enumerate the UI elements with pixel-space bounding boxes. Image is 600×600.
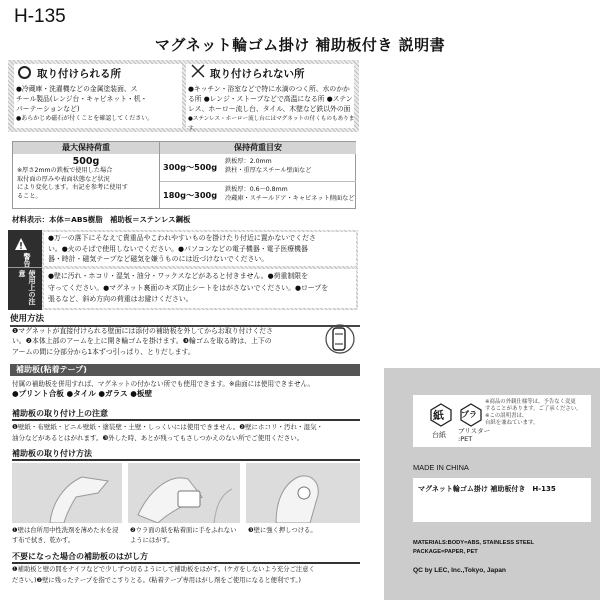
usage-line: ❶マグネットが直接付けられる壁面には添付の補助板を外してからお取り付けくださ: [12, 327, 274, 335]
attach-ok-line: パーテーションなど): [16, 105, 80, 113]
made-in-label: MADE IN CHINA: [413, 463, 469, 472]
step1-photo: [12, 463, 122, 523]
aux-surface-list: ●プリント合板 ●タイル ●ガラス ●板壁: [12, 389, 153, 398]
ng-cross-icon: [190, 63, 206, 79]
load-row2-value: 180g～300g: [163, 190, 218, 200]
max-load-note-line: ること。: [17, 192, 42, 200]
aux-bar: 補助板(粘着テープ): [10, 364, 360, 376]
load-row1-line: 鉄板厚：2.0mm: [225, 158, 272, 165]
aux-intro: [12, 379, 362, 399]
warning-label: 警告: [23, 253, 31, 267]
page-title: マグネット輪ゴム掛け 補助板付き 説明書: [154, 36, 446, 54]
attach-ng-text: [188, 84, 360, 134]
caution-text: [48, 271, 358, 306]
side-notes: [485, 399, 595, 427]
load-guide-header: 保持荷重目安: [160, 142, 356, 154]
step3-photo: [246, 463, 360, 523]
max-load-note-line: 取付面の厚みや表面状態など状況: [17, 175, 110, 183]
attach-ng-title: 取り付けられない所: [210, 68, 305, 80]
paper-recycle-glyph: 紙: [433, 409, 444, 422]
material-line: 材料表示：本体＝ABS樹脂 補助板＝ステンレス鋼板: [12, 215, 191, 224]
attach-ng-line: ●キッチン・浴室などで特に水滴のつく所、水のかか: [188, 85, 350, 93]
hook-product-icon: [318, 322, 358, 358]
materials-line: PACKAGE=PAPER, PET: [413, 549, 478, 555]
ok-circle-icon: [18, 66, 31, 79]
aux-caution-line: 油分などがあるとはがれます。❸外した時、あとが残ってもさしつかえのない所でご使用ください。: [12, 433, 304, 442]
aux-remove-line: ❶補助板と壁の間をナイフなどで少しずつ切るようにして補助板をはがす。(ケガをしないよう充分ご注意く: [12, 566, 315, 573]
aux-caution-title: 補助板の取り付け上の注意: [12, 408, 360, 421]
caution-label: 使用上の注意: [18, 270, 36, 305]
plastic-recycle-label: [458, 427, 490, 443]
aux-howto-title: 補助板の取り付け方法: [12, 448, 360, 461]
load-row1-line: 鉄柱・重厚なスチール壁面など: [225, 167, 312, 174]
aux-intro-line: 付属の補助板を併用すれば、マグネットの付かない所でも使用できます。※曲面には使用できません。: [12, 380, 315, 388]
materials-line: MATERIALS:BODY=ABS, STAINLESS STEEL: [413, 540, 534, 546]
max-load-value: 500g: [72, 156, 100, 167]
company-label: QC by LEC, Inc.,Tokyo, Japan: [413, 567, 506, 574]
paper-recycle-label: 台紙: [432, 431, 446, 439]
plastic-recycle-label-line: ブリスター: [458, 427, 491, 435]
side-note-line: することがあります。ご了承ください。: [485, 406, 582, 412]
caution-line: 守ってください。●マグネット裏面のキズ防止シートをはがさないでください。●ロープを: [48, 283, 329, 292]
usage-text: [12, 326, 314, 357]
side-note-line: ※商品の外観仕様等は、予告なく変更: [485, 399, 576, 405]
side-note-line: ※この説明書は、: [485, 413, 528, 419]
attach-ok-line: ●あらかじめ磁石が付くことを確認してください。: [16, 115, 154, 122]
load-row-divider: [160, 181, 356, 182]
load-row2-line: 冷蔵庫・スチールドア・キャビネット側面など: [225, 195, 355, 202]
aux-caution-text: [12, 422, 362, 443]
attach-ng-line: る所 ●レンジ・ストーブなどで高温になる所 ●ステン: [188, 95, 353, 103]
plastic-recycle-glyph: プラ: [461, 410, 477, 419]
caution-line: 張るなど、斜め方向の荷重はお避けください。: [48, 295, 193, 303]
step1-text: ❶壁は台所用中性洗剤を薄めた水を浸す布で拭き、乾かす。: [12, 527, 119, 544]
aux-remove-title: 不要になった場合の補助板のはがし方: [12, 551, 360, 564]
warning-line: い。●火のそばで使用しないでください。●パソコンなどの電子機器・電子医療機器: [48, 244, 308, 253]
attach-ok-title: 取り付けられる所: [37, 68, 121, 80]
load-table: [12, 141, 356, 209]
max-load-note-line: により変化します。右記を参考に使用す: [17, 184, 128, 191]
load-row2-line: 鉄板厚：0.6～0.8mm: [225, 186, 288, 193]
aux-caution-line: ❶壁紙・布壁紙・ビニル壁紙・塗装壁・土壁・しっくいには使用できません。❷壁にホコリ・汚れ・湿気・: [12, 423, 324, 431]
attach-ok-text: [16, 84, 184, 124]
materials-text: [413, 539, 593, 557]
product-name-label: マグネット輪ゴム掛け 補助板付き H-135: [418, 485, 556, 493]
usage-line: アームの間に分部分から1本ずつ引っぱり、とりだします。: [12, 347, 195, 356]
usage-title: 使用方法: [10, 312, 360, 327]
attach-ok-line: チール製品(レンジ台・キャビネット・机・: [16, 95, 148, 103]
attach-ok-line: ●冷蔵庫・洗濯機などの金属塗装面、ス: [16, 85, 138, 93]
usage-line: い。❷本体上部のアームを上に開き輪ゴムを掛けます。❸輪ゴムを取る時は、上下の: [12, 337, 272, 346]
side-note-line: 台紙を兼ねています。: [485, 420, 539, 426]
aux-remove-line: ださい。)❷壁に残ったテープを指でこすりとる。(粘着テープ専用はがし剤をご使用になると便利です。): [12, 576, 301, 584]
load-row1-value: 300g～500g: [163, 162, 218, 172]
caution-line: ●壁に汚れ・ホコリ・湿気・油分・ワックスなどがあると付きません。●荷重制限を: [48, 272, 309, 280]
load-max-header: 最大保持荷重: [13, 142, 159, 154]
max-load-note-line: ※厚さ2mmの鉄板で使用した場合: [17, 167, 113, 174]
warning-text: [48, 233, 358, 265]
warning-line: 器・時計・磁気テープなど磁気を嫌うものには近づけないでください。: [48, 255, 269, 264]
step3-text: ❸壁に強く押しつける。: [248, 527, 317, 534]
plastic-recycle-label-line: :PET: [458, 435, 473, 443]
product-code: H-135: [14, 6, 66, 27]
step2-photo: [128, 463, 240, 523]
attach-ng-line: ●ステンレス・ホーロー流し台にはマグネットの付くものもあります。: [188, 116, 355, 132]
load-row2-desc: [225, 185, 355, 203]
step2-text: ❷ウラ面の紙を粘着面に手をふれないようにはがす。: [130, 527, 237, 544]
load-divider: [159, 142, 160, 208]
warning-line: ●万一の落下にそなえて貴重品やこわれやすいものを掛けたり付近に置かないでくださ: [48, 234, 316, 242]
attach-ng-line: レス、ホーロー流し台、タイル、木壁など鉄以外の面: [188, 105, 351, 113]
warning-exclamation-icon: [14, 236, 28, 250]
max-load-note: [17, 167, 159, 201]
load-row1-desc: [225, 157, 311, 175]
aux-remove-text: [12, 565, 364, 586]
